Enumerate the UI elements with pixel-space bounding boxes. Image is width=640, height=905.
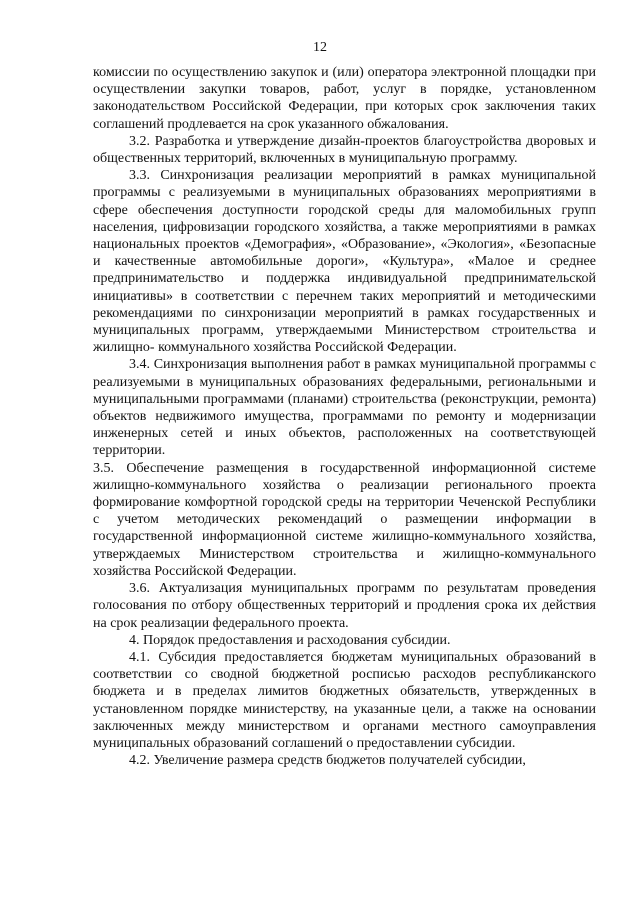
document-body (93, 64, 596, 769)
section-heading-4: 4. Порядок предоставления и расходования субсидии. (129, 632, 451, 648)
paragraph-4-1: 4.1. Субсидия предоставляется бюджетам муниципальных образований в соответствии со сводной бюджетной росписью расходов республиканского бюджета и в пределах лимитов бюджетных обязательств, утвержденных в установленном порядке министерству, на указанные цели, а также на основании заключенных между министерством и органами местного самоуправления муниципальных образований соглашений о предоставлении субсидии. (93, 649, 596, 751)
paragraph-4-2: 4.2. Увеличение размера средств бюджетов получателей субсидии, (129, 753, 526, 769)
paragraph-continuation: комиссии по осуществлению закупок и (или) оператора электронной площадки при осуществлении закупки товаров, работ, услуг в порядке, установленном законодательством Российской Федерации, при которых срок заключения таких соглашений продлевается на срок указанного обжалования. (93, 65, 596, 132)
paragraph-3-2: 3.2. Разработка и утверждение дизайн-проектов благоустройства дворовых и общественных территорий, включенных в муниципальную программу. (93, 133, 596, 167)
paragraph-3-5: 3.5. Обеспечение размещения в государственной информационной системе жилищно-коммунального хозяйства о реализации регионального проекта формирование комфортной городской среды на территории Чеченской Республики с учетом методических рекомендаций о размещении информации в государственной информационной системе жилищно-коммунального хозяйства, утверждаемых Министерством строительства и жилищно-коммунального хозяйства Российской Федерации. (93, 460, 596, 579)
paragraph-3-4: 3.4. Синхронизация выполнения работ в рамках муниципальной программы с реализуемыми в муниципальных образованиях федеральными, региональными и муниципальными программами (планами) строительства (реконструкции, ремонта) объектов недвижимого имущества, программами по ремонту и модернизации инженерных сетей и иных объектов, расположенных на соответствующей территории. (93, 357, 596, 459)
page-number: 12 (313, 40, 327, 55)
paragraph-3-6: 3.6. Актуализация муниципальных программ по результатам проведения голосования по отбору общественных территорий и продления срока их действия на срок реализации федерального проекта. (93, 581, 596, 631)
paragraph-3-3: 3.3. Синхронизация реализации мероприятий в рамках муниципальной программы с реализуемыми в муниципальных образованиях мероприятиями в сфере обеспечения доступности городской среды для маломобильных групп населения, цифровизации городского хозяйства, а также мероприятиями в рамках национальных проектов «Демография», «Образование», «Экология», «Безопасные и качественные автомобильные дороги», «Культура», «Малое и среднее предпринимательство и поддержка индивидуальной предпринимательской инициативы» в соответствии с перечнем таких мероприятий и методическими рекомендациями по синхронизации мероприятий в рамках государственных и муниципальных программ, утверждаемыми Министерством строительства и жилищно- коммунального хозяйства Российской Федерации. (93, 168, 596, 356)
